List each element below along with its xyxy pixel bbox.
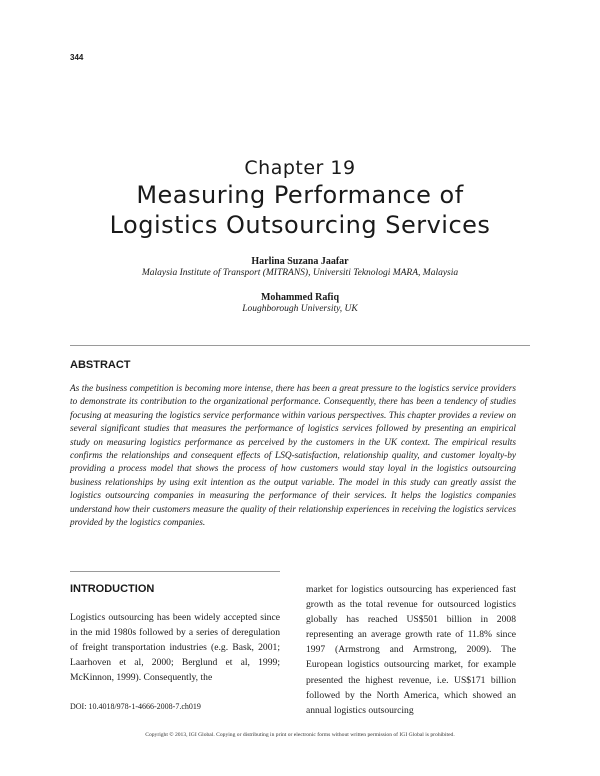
author-affiliation: Malaysia Institute of Transport (MITRANS), Universiti Teknologi MARA, Malaysia [141,268,459,278]
introduction-right-column: market for logistics outsourcing has experienced fast growth as the total revenue for outsourced logistics globally has reached US$501 billion in 2008 representing an average growth rate of 11.8% since 1997 (Armstrong and Armstrong, 2009). The European logistics outsourcing market, for example presented the highest revenue, i.e. US$171 billion followed by the North America, which showed an annual logistics outsourcing [306,584,516,716]
section-divider [70,345,530,346]
doi: DOI: 10.4018/978-1-4666-2008-7.ch019 [70,702,201,711]
author-affiliation: Loughborough University, UK [242,304,358,314]
chapter-title [60,180,540,240]
author-name: Mohammed Rafiq [260,292,340,303]
page-number: 344 [70,53,84,62]
chapter-title-line-2: Logistics Outsourcing Services [109,211,491,239]
introduction-heading: INTRODUCTION [70,583,155,595]
chapter-label: Chapter 19 [244,157,356,179]
chapter-title-line-1: Measuring Performance of [136,181,464,209]
author-name: Harlina Suzana Jaafar [251,256,349,267]
copyright-notice: Copyright © 2013, IGI Global. Copying or distributing in print or electronic forms without written permission of IGI Global is prohibited. [145,732,455,738]
abstract-text: As the business competition is becoming more intense, there has been a great pressure to the logistics service providers to demonstrate its contribution to the organizational performance. Consequently, there has been a tendency of studies focusing at measuring the logistics service performance within various perspectives. This chapter provides a review on several significant studies that measures the performance of logistics services followed by presenting an empirical study on measuring logistics performance as perceived by the customers in the UK context. The empirical results confirms the relationships and consequent effects of LSQ-satisfaction, relationship quality, and customer loyalty-by providing a process model that shows the process of how customers would stay loyal in the logistics outsourcing business relationships by using exit intention as the output variable. The model in this study can greatly assist the logistics outsourcing companies in measuring the performance of their services. It helps the logistics companies understand how their customers measure the quality of their relationship experiences in receiving the logistics services provided by the logistics companies. [70,384,516,529]
section-divider [70,571,280,572]
abstract-heading: ABSTRACT [70,359,131,371]
introduction-left-column: Logistics outsourcing has been widely accepted since in the mid 1980s followed by a series of deregulation of freight transportation industries (e.g. Bask, 2001; Laarhoven et al, 2000; Berglund et al, 1999; McKinnon, 1999). Consequently, the [70,612,280,684]
